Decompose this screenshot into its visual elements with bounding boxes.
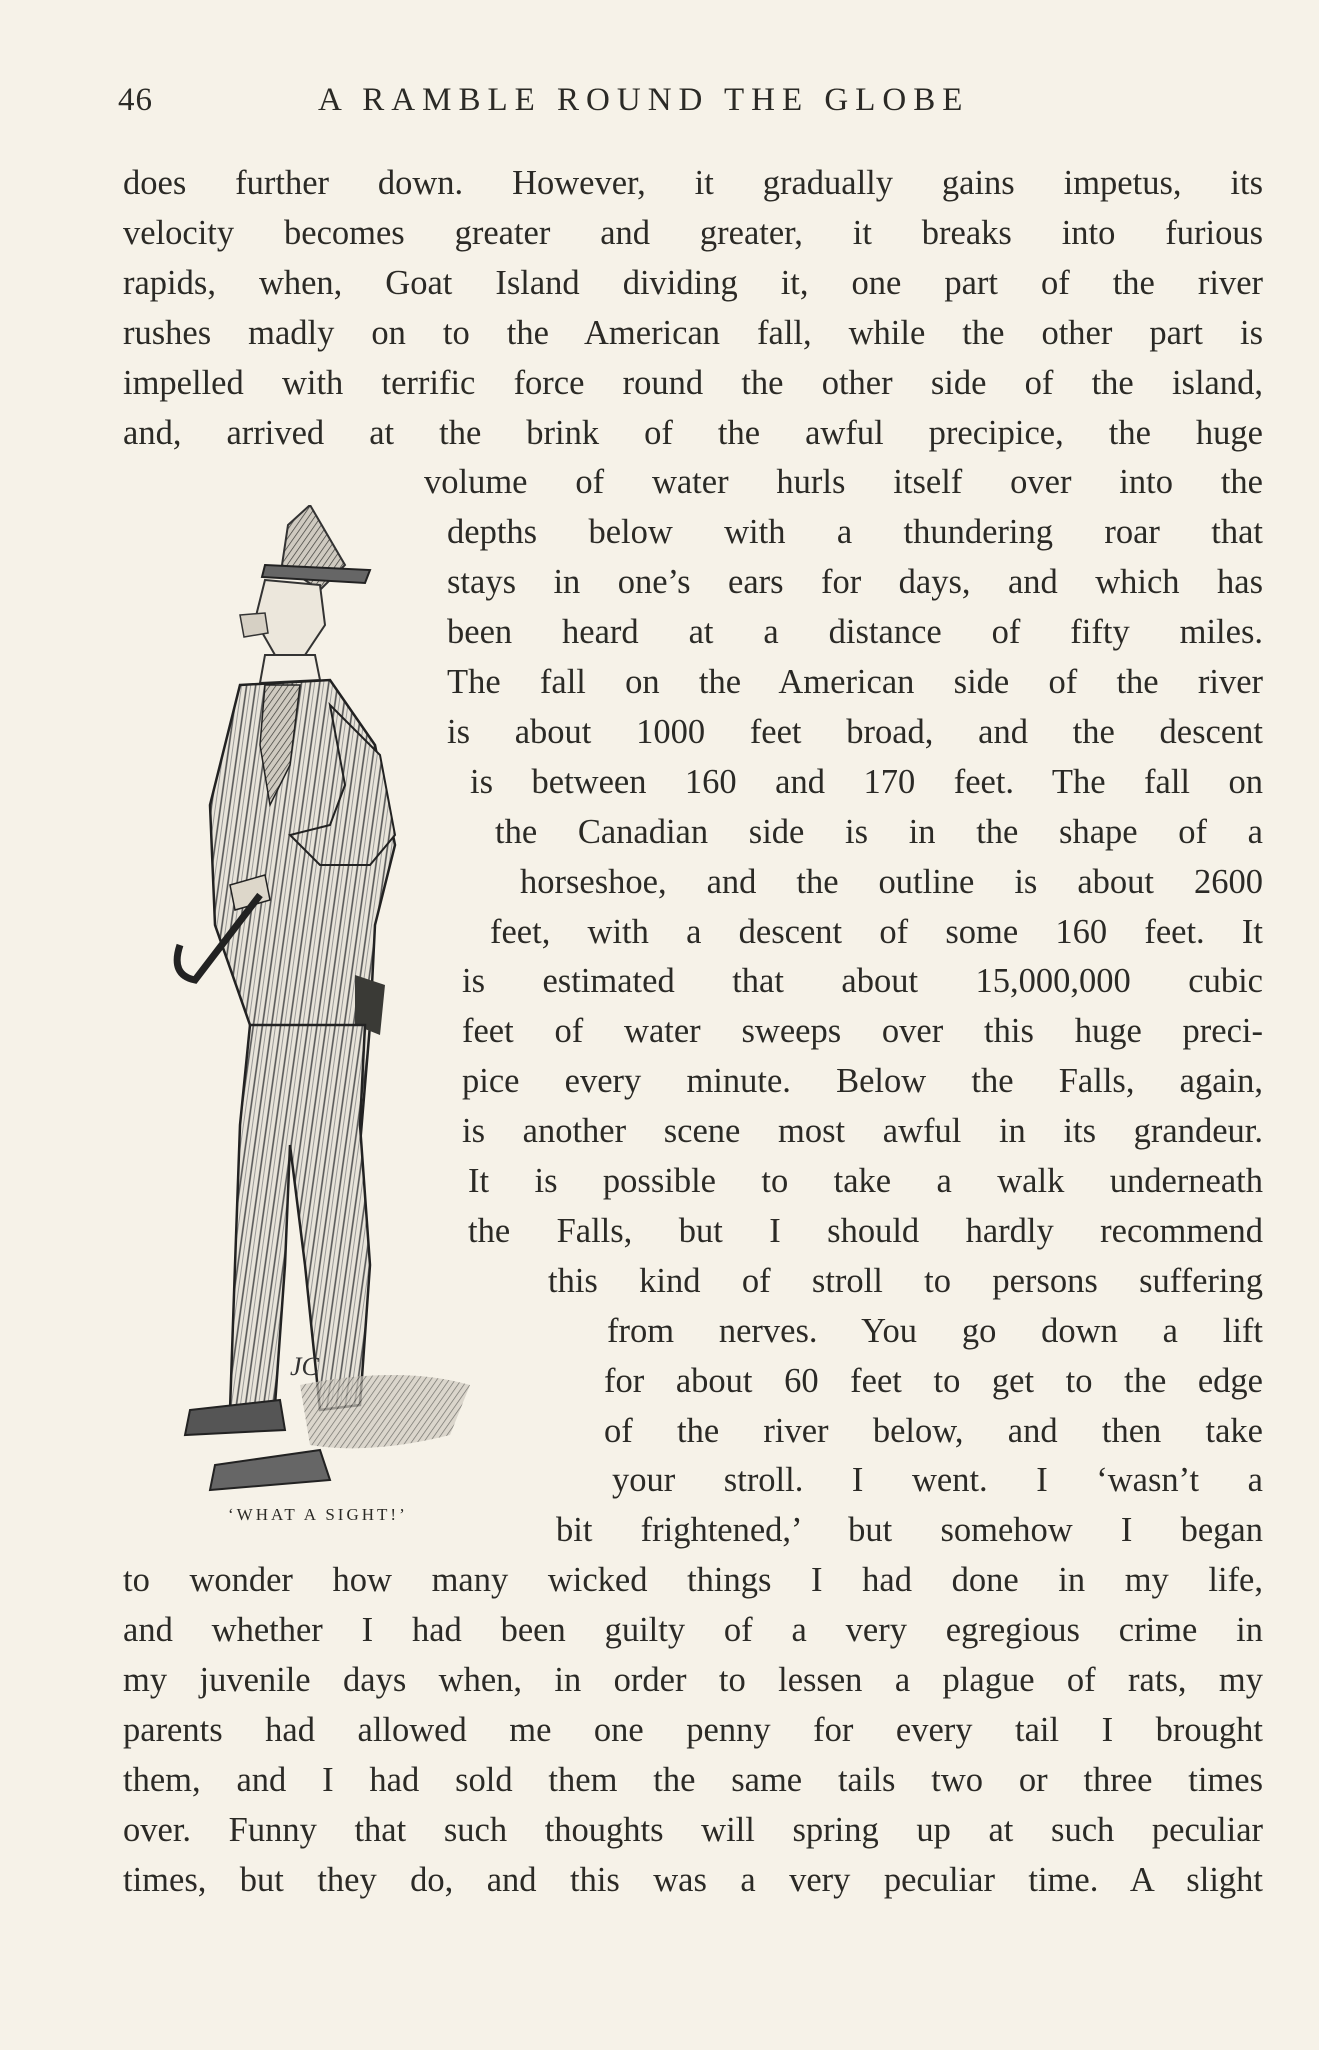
text-line: velocity becomes greater and greater, it breaks into furious <box>123 213 1263 252</box>
illustrator-monogram: JC <box>290 1352 319 1381</box>
text-line: parents had allowed me one penny for every tail I brought <box>123 1710 1263 1749</box>
text-line: bit frightened,’ but somehow I began <box>556 1511 1263 1550</box>
text-line: feet, with a descent of some 160 feet. It <box>490 912 1263 951</box>
illustration-gentleman-looking-up <box>170 505 590 1495</box>
text-line: does further down. However, it gradually gains impetus, its <box>123 164 1263 202</box>
text-line: feet of water sweeps over this huge preci- <box>462 1012 1263 1051</box>
figure-caption: ‘WHAT A SIGHT!’ <box>228 1505 408 1524</box>
text-line: and whether I had been guilty of a very egregious crime in <box>123 1611 1263 1650</box>
text-line: them, and I had sold them the same tails two or three times <box>123 1760 1263 1799</box>
text-line: over. Funny that such thoughts will spring up at such peculiar <box>123 1810 1263 1849</box>
text-line: rapids, when, Goat Island dividing it, one part of the river <box>123 263 1263 302</box>
text-line: and, arrived at the brink of the awful precipice, the huge <box>123 413 1263 452</box>
page-number: 46 <box>118 82 153 118</box>
text-line: your stroll. I went. I ‘wasn’t a <box>612 1461 1263 1500</box>
text-line: It is possible to take a walk underneath <box>468 1162 1263 1200</box>
text-line: pice every minute. Below the Falls, again, <box>462 1062 1263 1101</box>
text-line: to wonder how many wicked things I had done in my life, <box>123 1561 1263 1600</box>
text-line: is another scene most awful in its grandeur. <box>462 1112 1263 1151</box>
text-line: is between 160 and 170 feet. The fall on <box>470 762 1263 801</box>
text-line: is about 1000 feet broad, and the descent <box>447 712 1263 751</box>
text-line: times, but they do, and this was a very peculiar time. A slight <box>123 1860 1263 1899</box>
text-line: the Canadian side is in the shape of a <box>495 812 1263 851</box>
text-line: is estimated that about 15,000,000 cubic <box>462 962 1263 1001</box>
text-line: from nerves. You go down a lift <box>607 1311 1263 1350</box>
running-title: A RAMBLE ROUND THE GLOBE <box>318 82 970 118</box>
text-line: impelled with terrific force round the other side of the island, <box>123 363 1263 402</box>
text-line: horseshoe, and the outline is about 2600 <box>520 862 1263 901</box>
text-line: this kind of stroll to persons suffering <box>548 1261 1263 1300</box>
text-line: for about 60 feet to get to the edge <box>604 1361 1263 1400</box>
text-line: depths below with a thundering roar that <box>447 513 1263 552</box>
text-line: stays in one’s ears for days, and which has <box>447 563 1263 602</box>
text-line: The fall on the American side of the river <box>447 663 1263 701</box>
page-header <box>118 82 1268 132</box>
text-line: volume of water hurls itself over into the <box>424 463 1263 502</box>
text-line: the Falls, but I should hardly recommend <box>468 1211 1263 1250</box>
text-line: my juvenile days when, in order to lessen a plague of rats, my <box>123 1661 1263 1699</box>
text-line: been heard at a distance of fifty miles. <box>447 613 1263 652</box>
text-line: of the river below, and then take <box>604 1411 1263 1450</box>
text-line: rushes madly on to the American fall, while the other part is <box>123 313 1263 352</box>
